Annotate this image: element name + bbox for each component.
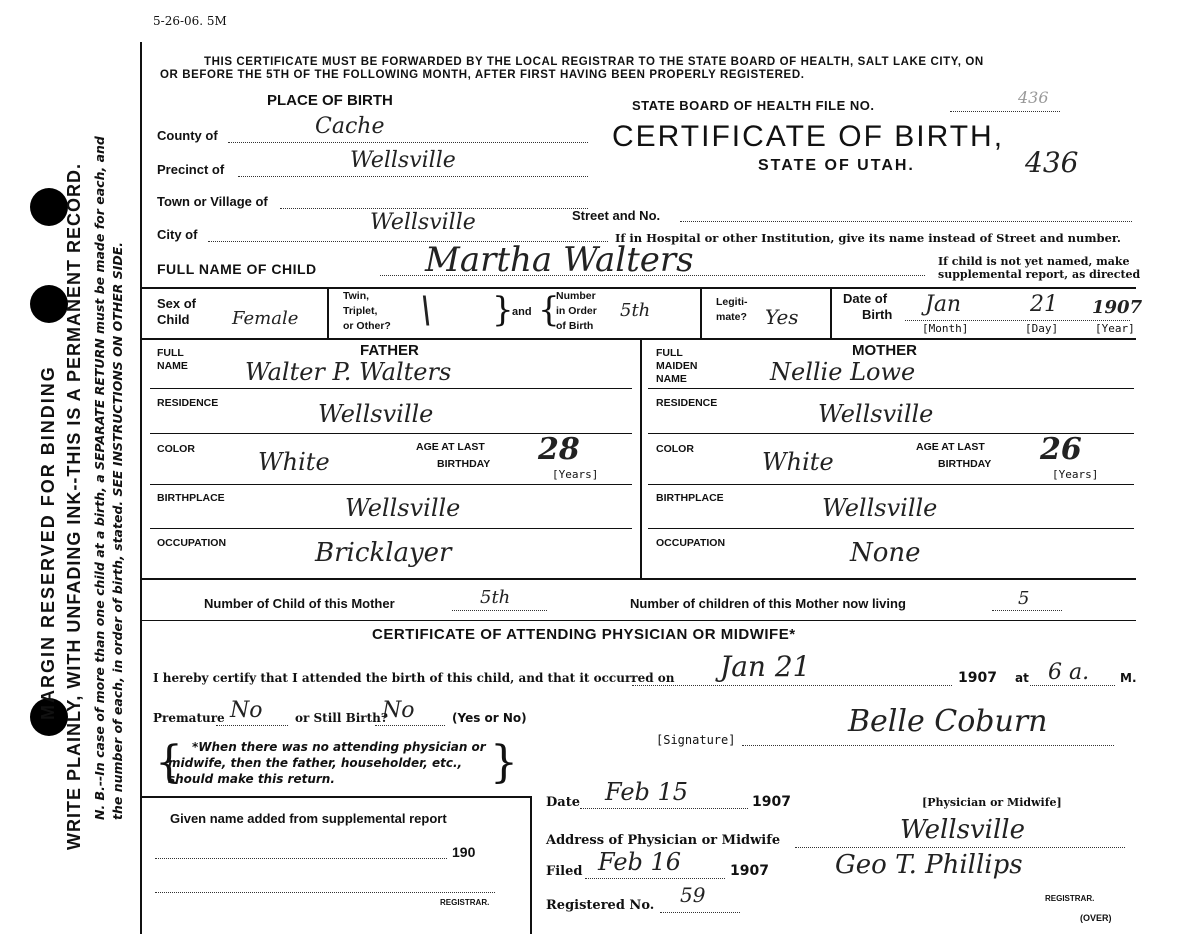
form-code: 5-26-06. 5M [153, 14, 227, 28]
mother-birthplace-label: BIRTHPLACE [656, 492, 724, 504]
hospital-note: If in Hospital or other Institution, give its name instead of Street and number. [615, 231, 1121, 245]
certificate-title: CERTIFICATE OF BIRTH, [612, 120, 1005, 153]
mother-color-value: White [762, 448, 834, 476]
mother-occupation-label: OCCUPATION [656, 537, 726, 549]
certificate-number: 436 [1025, 146, 1079, 179]
father-color-value: White [258, 448, 330, 476]
child-number-value: 5th [480, 587, 511, 608]
full-name-label: FULL NAME OF CHILD [157, 261, 317, 277]
brace-right: } [492, 290, 514, 330]
child-name-value: Martha Walters [425, 240, 694, 280]
physician-header: CERTIFICATE OF ATTENDING PHYSICIAN OR MIDWIFE* [372, 626, 796, 643]
still-birth-label: or Still Birth? [295, 711, 388, 725]
yes-no-label: (Yes or No) [452, 711, 527, 725]
father-birthplace-value: Wellsville [345, 494, 461, 522]
father-residence-value: Wellsville [318, 400, 434, 428]
margin-instructions-text: the number of each, in order of birth, stated. SEE INSTRUCTIONS ON OTHER SIDE. [110, 241, 125, 820]
street-label: Street and No. [572, 208, 661, 223]
mother-residence-value: Wellsville [818, 400, 934, 428]
father-occupation-label: OCCUPATION [157, 537, 227, 549]
margin-permanent-record-text: WRITE PLAINLY, WITH UNFADING INK--THIS IS A PERMANENT RECORD. [64, 162, 84, 850]
not-named-note-2: supplemental report, as directed [938, 268, 1141, 281]
given-registrar-label: REGISTRAR. [440, 898, 490, 907]
town-label: Town or Village of [157, 194, 268, 209]
legit-value: Yes [765, 305, 799, 329]
state-label: STATE OF UTAH. [758, 157, 915, 174]
mother-age-value: 26 [1040, 432, 1082, 467]
not-named-note-1: If child is not yet named, make [938, 255, 1130, 268]
father-occupation-value: Bricklayer [315, 538, 452, 568]
address-label: Address of Physician or Midwife [546, 833, 781, 848]
signature-value: Belle Coburn [848, 704, 1048, 739]
note-line-2: midwife, then the father, householder, etc., [168, 756, 463, 770]
brace-left: { [538, 290, 560, 330]
county-label: County of [157, 128, 218, 143]
dob-label-2: Birth [862, 307, 893, 322]
filed-year: 1907 [730, 863, 769, 879]
year-label: [Year] [1095, 322, 1135, 335]
child-number-label: Number of Child of this Mother [204, 596, 395, 611]
legit-label-2: mate? [716, 311, 747, 323]
given-name-label: Given name added from supplemental report [170, 811, 447, 826]
note-brace-right: } [490, 737, 518, 788]
order-value: 5th [620, 300, 651, 321]
filed-value: Feb 16 [598, 848, 682, 876]
father-age-label-2: BIRTHDAY [437, 458, 491, 470]
sex-label-2: Child [157, 312, 190, 327]
signature-label: [Signature] [656, 733, 736, 747]
children-living-label: Number of children of this Mother now living [630, 596, 906, 611]
city-label: City of [157, 227, 198, 242]
city-value: Wellsville [370, 210, 476, 235]
father-age-value: 28 [538, 432, 580, 467]
premature-label: Premature [153, 711, 225, 725]
legit-label-1: Legiti- [716, 296, 748, 308]
certify-text: I hereby certify that I attended the birth of this child, and that it occurred on [153, 671, 675, 685]
father-full-label: FULL [157, 347, 184, 359]
father-name-label: NAME [157, 360, 188, 372]
order-label-2: in Order [556, 305, 597, 317]
certify-date: Jan 21 [720, 650, 811, 683]
mother-maiden-label: MAIDEN [656, 360, 698, 372]
mother-birthplace-value: Wellsville [822, 494, 938, 522]
twin-slash-mark: \ [420, 290, 433, 331]
margin-nb-text: N. B.--In case of more than one child at a birth, a SEPARATE RETURN must be made for each, and [92, 136, 107, 820]
precinct-label: Precinct of [157, 162, 225, 177]
and-label: and [512, 306, 532, 318]
date-value: Feb 15 [605, 778, 689, 806]
at-label: at [1015, 671, 1029, 685]
punch-hole-top [30, 188, 68, 226]
top-notice: THIS CERTIFICATE MUST BE FORWARDED BY THE LOCAL REGISTRAR TO THE STATE BOARD OF HEALTH, SALT LAKE CITY, ON [204, 56, 984, 68]
father-years-label: [Years] [552, 468, 599, 481]
month-label: [Month] [922, 322, 969, 335]
still-birth-value: No [382, 698, 415, 723]
premature-value: No [230, 698, 263, 723]
mother-header: MOTHER [852, 342, 917, 359]
day-label: [Day] [1025, 322, 1059, 335]
place-of-birth-heading: PLACE OF BIRTH [267, 92, 393, 109]
sex-label-1: Sex of [157, 296, 197, 311]
order-label-1: Number [556, 290, 596, 302]
mother-color-label: COLOR [656, 443, 694, 455]
date-label: Date [546, 795, 580, 810]
mother-years-label: [Years] [1052, 468, 1099, 481]
filed-label: Filed [546, 864, 583, 879]
dob-month: Jan [925, 292, 962, 317]
mother-name-label: NAME [656, 373, 687, 385]
father-residence-label: RESIDENCE [157, 397, 219, 409]
given-year: 190 [452, 844, 476, 860]
certify-year: 1907 [958, 670, 997, 686]
file-no-label: STATE BOARD OF HEALTH FILE NO. [632, 98, 875, 113]
precinct-value: Wellsville [350, 148, 456, 173]
top-notice-2: OR BEFORE THE 5TH OF THE FOLLOWING MONTH, AFTER FIRST HAVING BEEN PROPERLY REGISTERED. [160, 69, 805, 81]
certify-time: 6 a. [1048, 660, 1090, 685]
registrar-signature: Geo T. Phillips [835, 850, 1023, 880]
father-header: FATHER [360, 342, 419, 359]
note-line-3: should make this return. [168, 772, 335, 786]
mother-occupation-value: None [850, 538, 921, 568]
punch-hole-middle [30, 285, 68, 323]
order-label-3: of Birth [556, 320, 594, 332]
note-brace-left: { [155, 737, 183, 788]
twin-label-1: Twin, [343, 290, 370, 302]
twin-label-3: or Other? [343, 320, 391, 332]
file-no-value: 436 [1018, 88, 1049, 107]
twin-label-2: Triplet, [343, 305, 378, 317]
sex-value: Female [232, 308, 299, 329]
father-name-value: Walter P. Walters [245, 358, 452, 386]
mother-age-label-2: BIRTHDAY [938, 458, 992, 470]
mother-residence-label: RESIDENCE [656, 397, 718, 409]
father-color-label: COLOR [157, 443, 195, 455]
physician-midwife-label: [Physician or Midwife] [922, 796, 1062, 809]
registrar-label: REGISTRAR. [1045, 894, 1095, 903]
registered-value: 59 [680, 883, 706, 907]
dob-label-1: Date of [843, 291, 888, 306]
note-line-1: *When there was no attending physician or [192, 740, 486, 754]
children-living-value: 5 [1018, 588, 1030, 609]
mother-full-label: FULL [656, 347, 683, 359]
registered-label: Registered No. [546, 898, 655, 913]
county-value: Cache [315, 114, 385, 139]
date-year: 1907 [752, 794, 791, 810]
margin-binding-text: MARGIN RESERVED FOR BINDING [38, 365, 58, 720]
father-birthplace-label: BIRTHPLACE [157, 492, 225, 504]
dob-day: 21 [1030, 292, 1058, 317]
mother-age-label-1: AGE AT LAST [916, 441, 985, 453]
dob-year: 1907 [1092, 297, 1143, 318]
m-label: M. [1120, 671, 1137, 685]
address-value: Wellsville [900, 815, 1025, 845]
mother-name-value: Nellie Lowe [770, 358, 916, 386]
over-label: (OVER) [1080, 913, 1112, 923]
father-age-label-1: AGE AT LAST [416, 441, 485, 453]
